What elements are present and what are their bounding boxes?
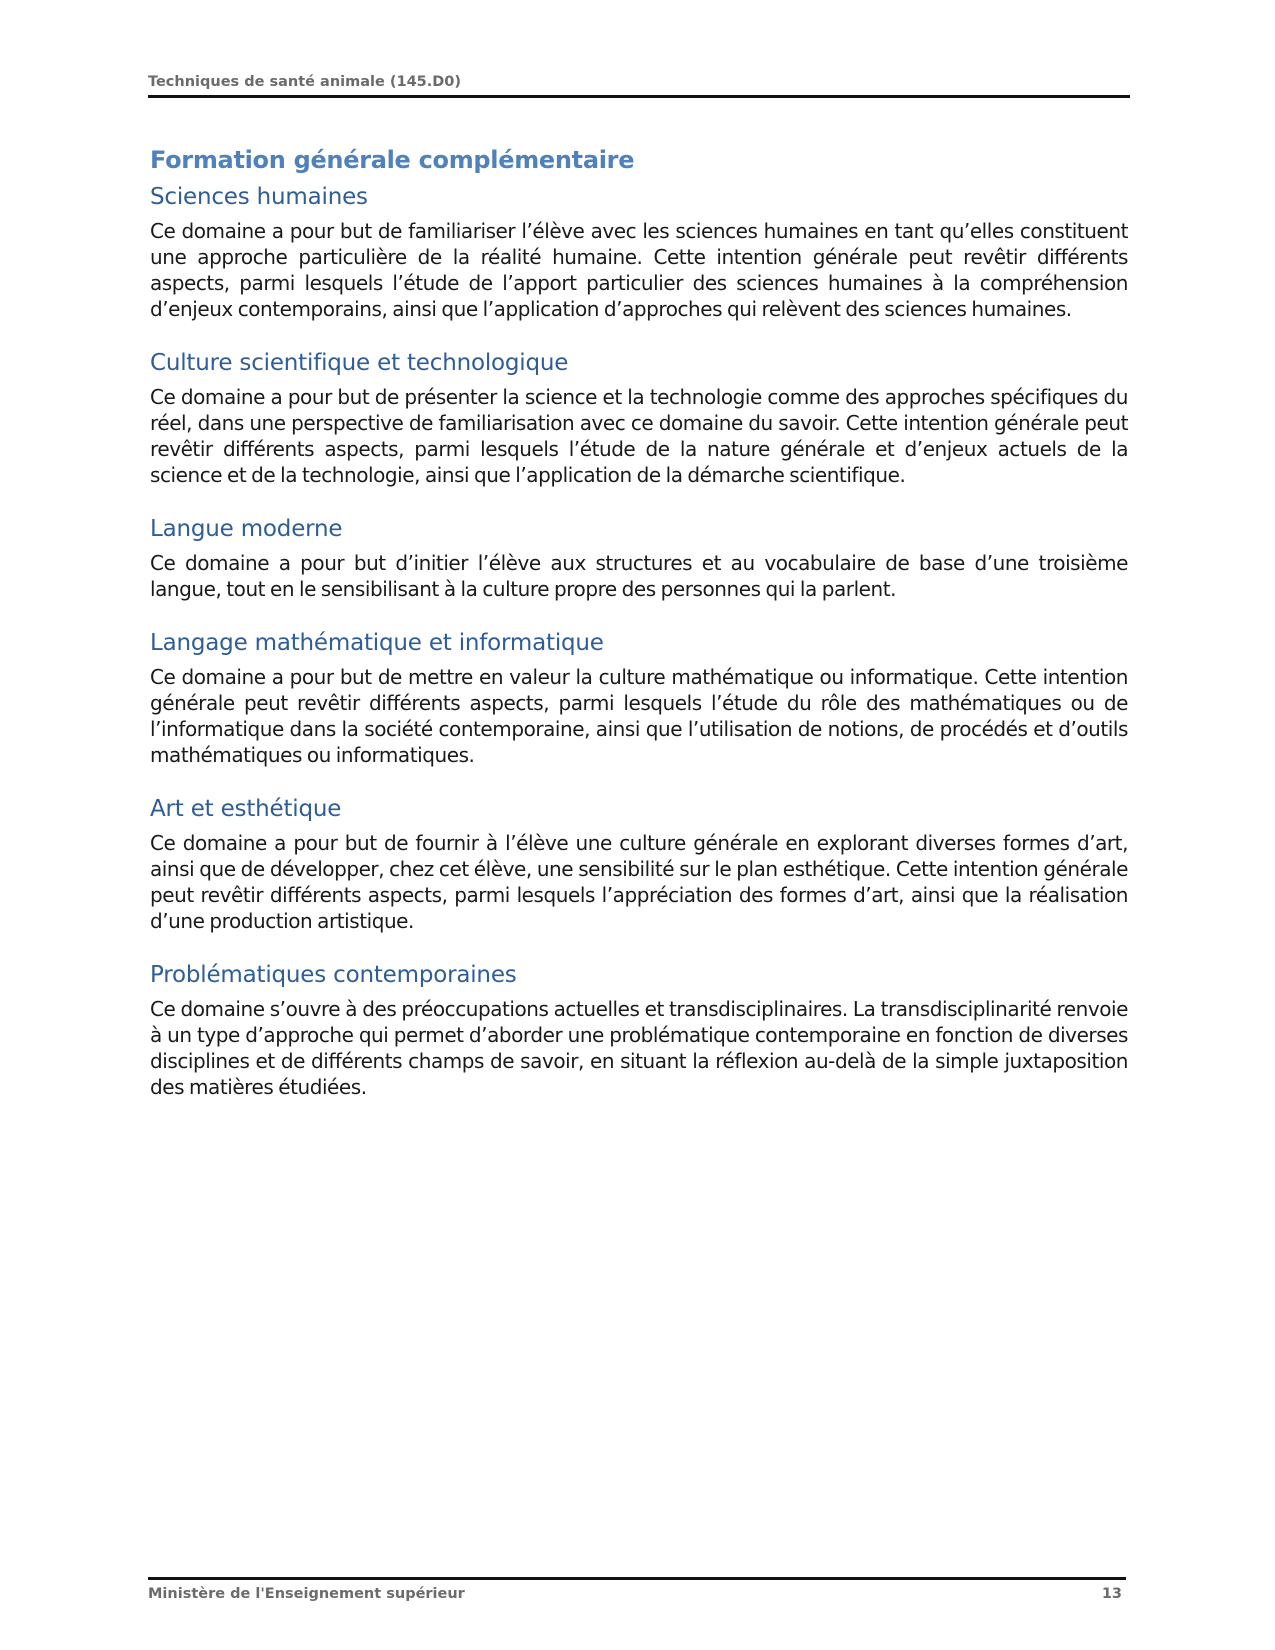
domain-text-art-esthetique: Ce domaine a pour but de fournir à l’élève une culture générale en explorant diverses formes d’art, ainsi que de développer, chez cet élève, une sensibilité sur le plan esthétique. Cette intention générale peut revêtir différents aspects, parmi lesquels l’appréciation des formes d’art, ainsi que la réalisation d’une production artistique. (150, 831, 1128, 933)
domain-text-culture-scientifique: Ce domaine a pour but de présenter la science et la technologie comme des approches spécifiques du réel, dans une perspective de familiarisation avec ce domaine du savoir. Cette intention générale peut revêtir différents aspects, parmi lesquels l’étude de la nature générale et d’enjeux actuels de la science et de la technologie, ainsi que l’application de la démarche scientifique. (150, 385, 1128, 487)
page-content (150, 146, 1128, 1128)
domain-text-sciences-humaines: Ce domaine a pour but de familiariser l’élève avec les sciences humaines en tant qu’elles constituent une approche particulière de la réalité humaine. Cette intention générale peut revêtir différents aspects, parmi lesquels l’étude de l’apport particulier des sciences humaines à la compréhension d’enjeux contemporains, ainsi que l’application d’approches qui relèvent des sciences humaines. (150, 219, 1128, 321)
domain-title-langue-moderne: Langue moderne (150, 516, 343, 542)
domain-text-problematiques: Ce domaine s’ouvre à des préoccupations actuelles et transdisciplinaires. La transdisciplinarité renvoie à un type d’approche qui permet d’aborder une problématique contemporaine en fonction de diverses disciplines et de différents champs de savoir, en situant la réflexion au-delà de la simple juxtaposition des matières étudiées. (150, 997, 1128, 1099)
domain-title-sciences-humaines: Sciences humaines (150, 184, 368, 210)
page-footer (148, 1577, 1126, 1602)
domain-title-langage-mathematique: Langage mathématique et informatique (150, 630, 604, 656)
domain-text-langage-mathematique: Ce domaine a pour but de mettre en valeur la culture mathématique ou informatique. Cette intention générale peut revêtir différents aspects, parmi lesquels l’étude du rôle des mathématiques ou de l’informatique dans la société contemporaine, ainsi que l’utilisation de notions, de procédés et d’outils mathématiques ou informatiques. (150, 665, 1128, 767)
section-title: Formation générale complémentaire (150, 146, 635, 174)
footer-publisher: Ministère de l'Enseignement supérieur (148, 1586, 465, 1602)
domain-title-problematiques: Problématiques contemporaines (150, 962, 517, 988)
domain-title-culture-scientifique: Culture scientifique et technologique (150, 350, 569, 376)
domain-title-art-esthetique: Art et esthétique (150, 796, 342, 822)
page-number: 13 (1101, 1586, 1122, 1602)
domain-text-langue-moderne: Ce domaine a pour but d’initier l’élève aux structures et au vocabulaire de base d’une troisième langue, tout en le sensibilisant à la culture propre des personnes qui la parlent. (150, 551, 1128, 601)
running-header: Techniques de santé animale (145.D0) (148, 74, 1130, 98)
